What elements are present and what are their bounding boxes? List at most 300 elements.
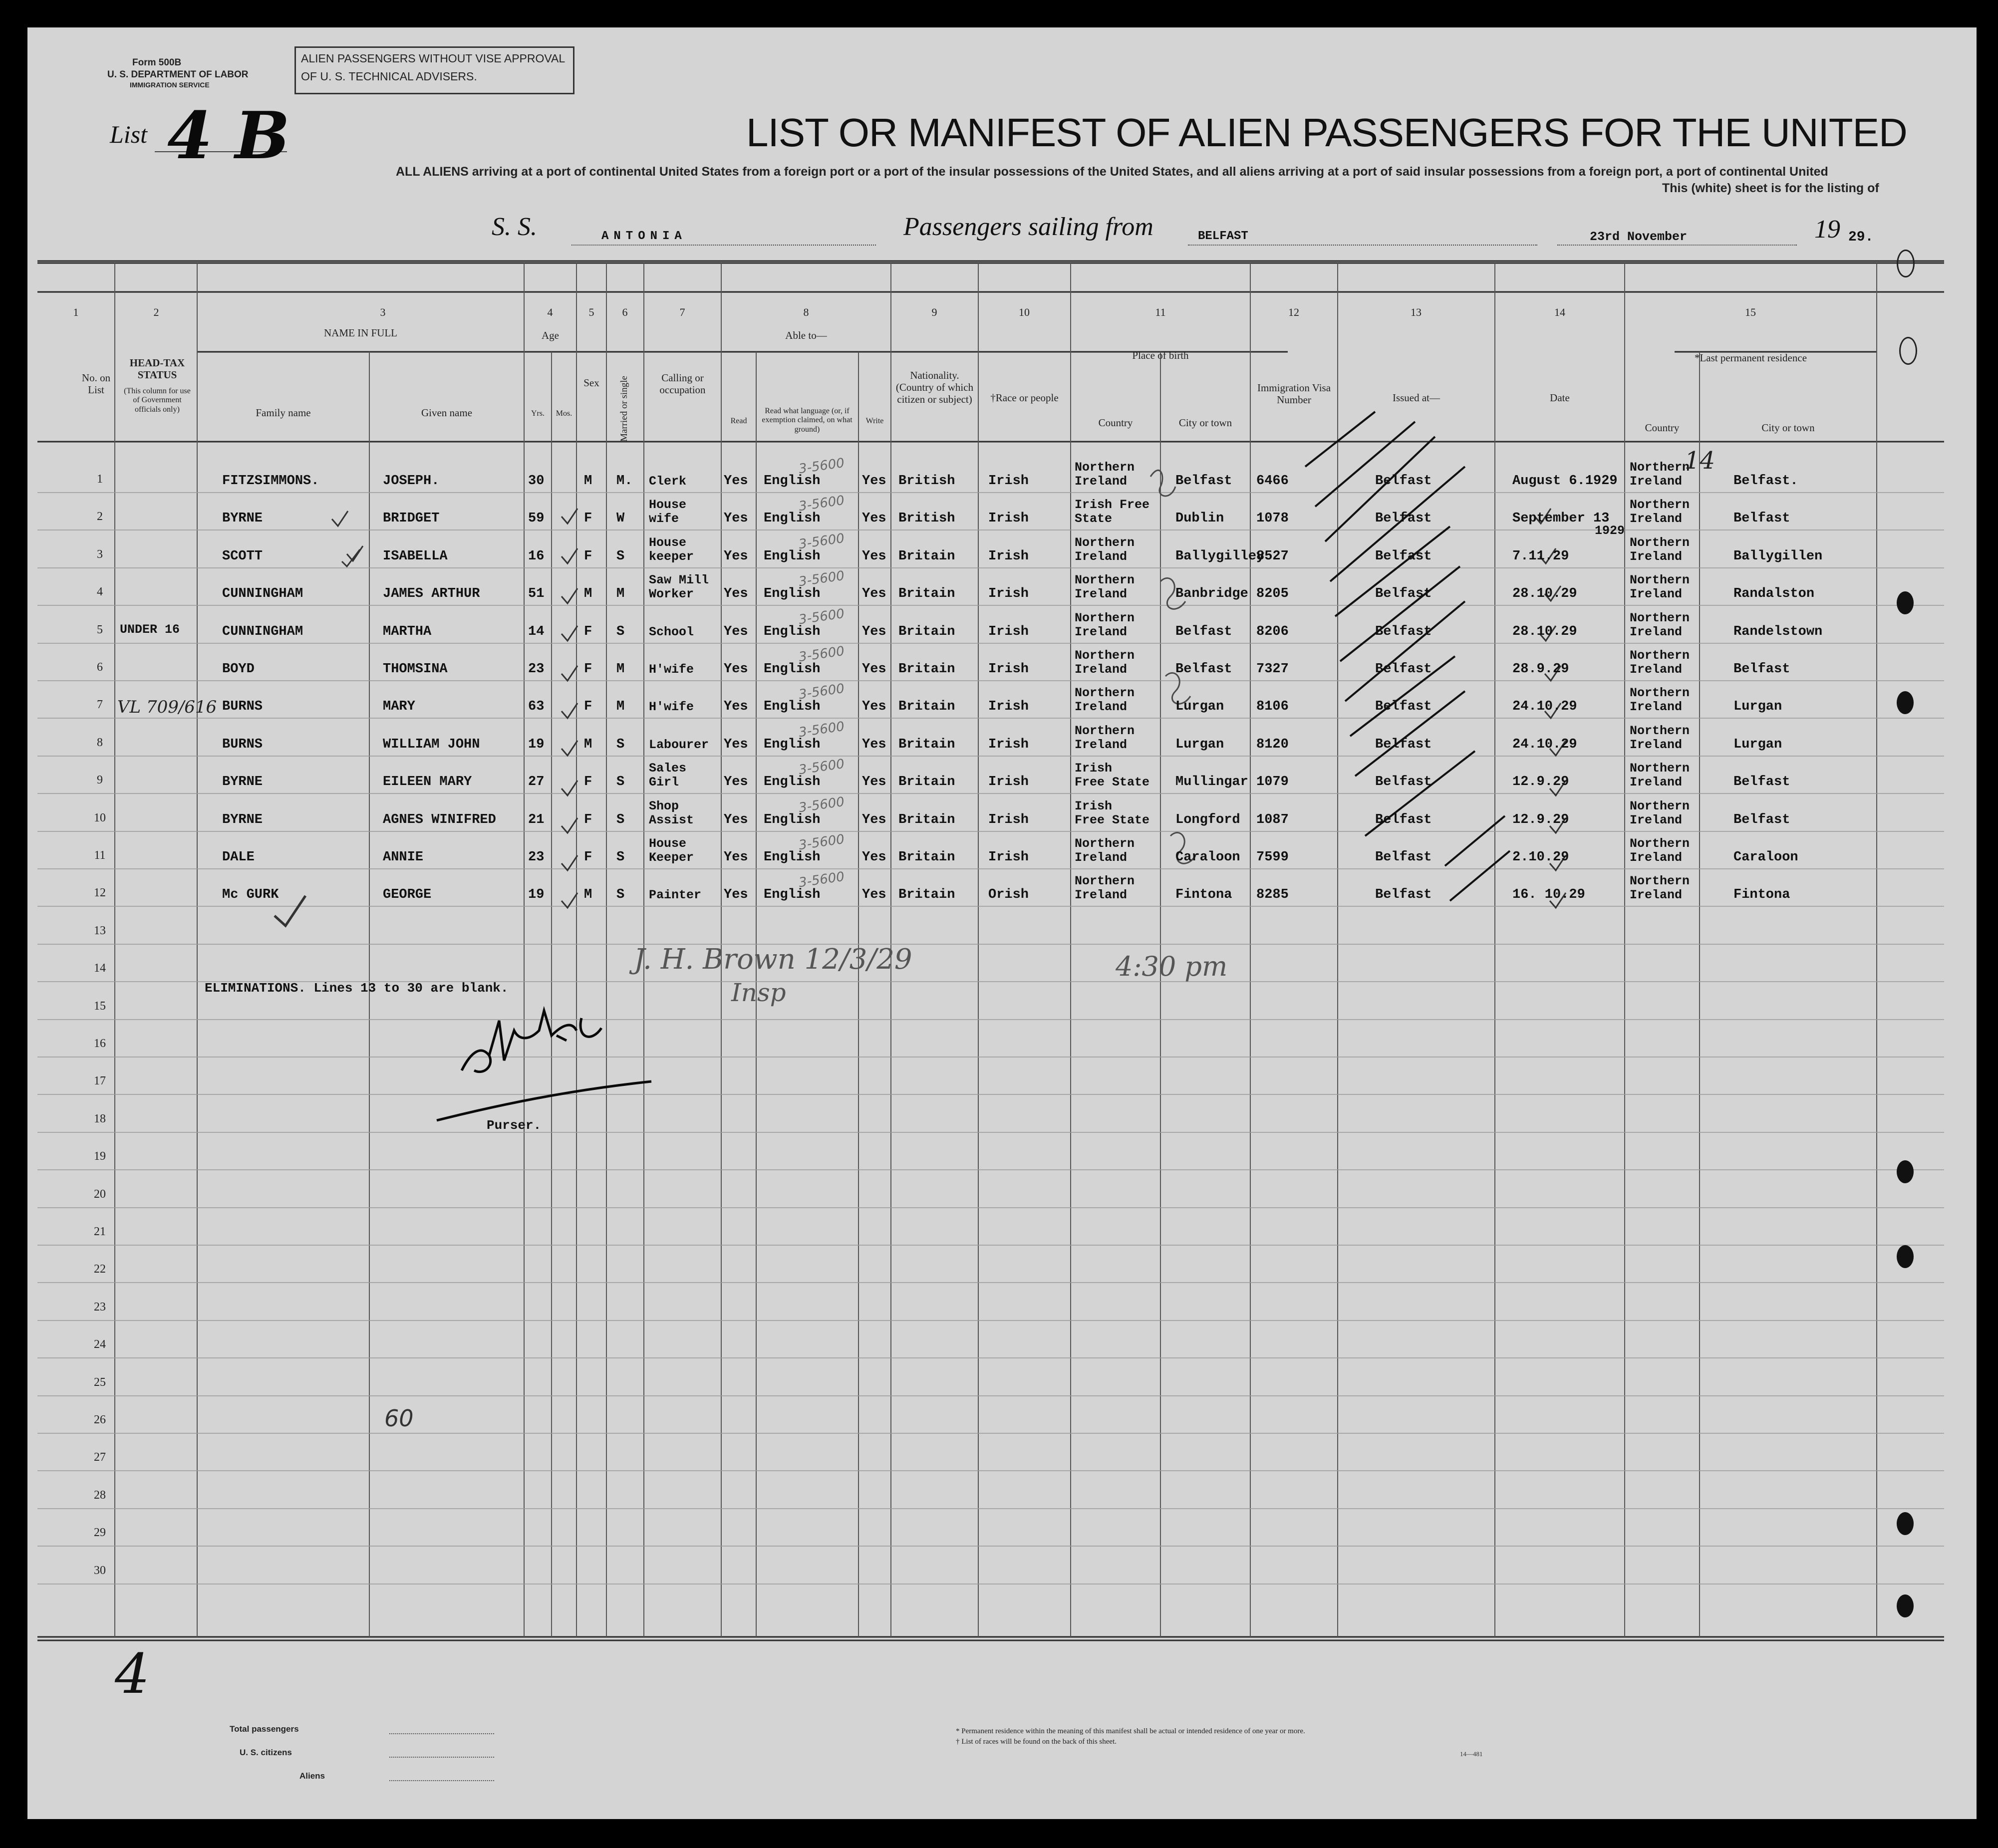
subtitle-line-2: This (white) sheet is for the listing of [1662, 181, 1879, 195]
handwritten-language-mark: 3-5600 [798, 794, 846, 816]
cell-family-name: BOYD [222, 662, 255, 677]
cell-occupation: House [649, 498, 687, 512]
cell-sex: F [584, 662, 592, 677]
cell-residence-country: Northern [1630, 836, 1690, 851]
cell-birth-town: Ballygilley [1175, 549, 1265, 564]
cell-issued-at: Belfast [1375, 699, 1432, 714]
handwritten-language-mark: 3-5600 [798, 530, 846, 552]
cell-residence-town: Randalston [1733, 586, 1815, 601]
cell-given-name: ISABELLA [383, 549, 448, 564]
column-number: 14 [1554, 306, 1565, 318]
sail-date: 23rd November [1590, 230, 1688, 244]
cell-issued-at: Belfast [1375, 887, 1432, 902]
row-number: 7 [97, 698, 103, 711]
cell-occupation: House [649, 535, 687, 550]
cell-residence-country: Ireland [1630, 850, 1683, 865]
header-head-tax-note: (This column for use of Government officials only) [124, 387, 191, 414]
cell-read: Yes [724, 662, 748, 677]
cell-occupation: House [649, 836, 687, 851]
cell-family-name: DALE [222, 850, 255, 865]
row-number: 6 [97, 661, 103, 674]
header-read-language: Read what language (or, if exemption claimed, on what ground) [762, 407, 853, 434]
cell-birth-country: Northern [1075, 836, 1135, 851]
header-visa-number: Immigration Visa Number [1257, 382, 1331, 406]
cell-birth-town: Caraloon [1175, 850, 1240, 865]
footer-citizens-blank [389, 1757, 494, 1758]
year-prefix: 19 [1814, 215, 1840, 244]
cell-race: Irish [988, 511, 1029, 526]
row-number: 16 [94, 1037, 106, 1050]
row-number: 28 [94, 1489, 106, 1502]
cell-residence-country: Ireland [1630, 775, 1683, 790]
cell-age: 23 [528, 662, 545, 677]
cell-visa-number: 8206 [1256, 624, 1289, 639]
cell-birth-country: Ireland [1075, 474, 1128, 489]
cell-issue-date: 12.9.29 [1512, 812, 1569, 827]
header-date: Date [1550, 392, 1570, 404]
handwritten-time: 4:30 pm [1116, 951, 1228, 982]
cell-race: Irish [988, 586, 1029, 601]
cell-residence-town: Belfast [1733, 775, 1790, 790]
header-nationality: Nationality. (Country of which citizen or subject) [895, 369, 974, 406]
binder-hole-outline [1899, 337, 1917, 365]
cell-birth-town: Fintona [1175, 887, 1232, 902]
cell-age: 19 [528, 887, 545, 902]
cell-given-name: WILLIAM JOHN [383, 737, 480, 752]
manifest-sheet [27, 27, 1977, 1819]
cell-age: 51 [528, 586, 545, 601]
footer-total-passengers: Total passengers [230, 1724, 299, 1734]
cell-issued-at: Belfast [1375, 737, 1432, 752]
cell-language: English [764, 887, 821, 902]
cell-issue-date: 16. 10.29 [1512, 887, 1585, 902]
cell-residence-country: Northern [1630, 686, 1690, 700]
cell-write: Yes [862, 887, 886, 902]
cell-marital-status: M [616, 586, 625, 601]
cell-sex: F [584, 624, 592, 639]
cell-occupation: H'wife [649, 662, 694, 677]
cell-family-name: CUNNINGHAM [222, 624, 303, 639]
cell-issue-date: 28.10.29 [1512, 624, 1577, 639]
cell-given-name: THOMSINA [383, 662, 448, 677]
cell-given-name: AGNES WINIFRED [383, 812, 496, 827]
handwritten-language-mark: 3-5600 [798, 455, 846, 477]
cell-residence-town: Fintona [1733, 887, 1790, 902]
cell-read: Yes [724, 775, 748, 790]
cell-given-name: JAMES ARTHUR [383, 586, 480, 601]
page-title: LIST OR MANIFEST OF ALIEN PASSENGERS FOR THE UNITED [746, 110, 1907, 155]
column-number: 12 [1288, 306, 1299, 318]
cell-nationality: Britain [898, 812, 955, 827]
binder-hole [1897, 1160, 1914, 1183]
cell-issue-date: 24.10.29 [1512, 699, 1577, 714]
cell-nationality: Britain [898, 699, 955, 714]
cell-nationality: Britain [898, 737, 955, 752]
cell-sex: M [584, 737, 592, 752]
binder-hole [1897, 1512, 1914, 1535]
cell-age: 19 [528, 737, 545, 752]
cell-residence-country: Ireland [1630, 813, 1683, 827]
header-issued-at: Issued at— [1392, 392, 1440, 404]
column-number: 5 [588, 306, 594, 318]
cell-race: Irish [988, 699, 1029, 714]
binder-hole [1897, 1594, 1914, 1617]
cell-birth-country: Irish [1075, 761, 1113, 776]
footnote-residence: * Permanent residence within the meaning of this manifest shall be actual or intended residence of one year or more. [956, 1727, 1305, 1735]
cell-head-tax: VL 709/616 [117, 697, 217, 717]
header-birth-country: Country [1098, 417, 1133, 429]
cell-read: Yes [724, 812, 748, 827]
cell-residence-country: Ireland [1630, 587, 1683, 601]
cell-age: 21 [528, 812, 545, 827]
cell-birth-country: Free State [1075, 775, 1150, 790]
cell-marital-status: S [616, 549, 625, 564]
row-number: 11 [94, 849, 106, 862]
row-number: 13 [94, 924, 106, 937]
cell-residence-town: Belfast [1733, 511, 1790, 526]
cell-occupation: Girl [649, 775, 679, 790]
cell-nationality: Britain [898, 586, 955, 601]
row-number: 22 [94, 1263, 106, 1276]
column-number: 15 [1745, 306, 1756, 318]
cell-sex: M [584, 474, 592, 489]
header-res-city: City or town [1761, 422, 1815, 434]
cell-birth-town: Belfast [1175, 662, 1232, 677]
cell-given-name: ANNIE [383, 850, 424, 865]
cell-marital-status: W [616, 511, 625, 526]
cell-birth-town: Banbridge [1175, 586, 1248, 601]
cell-occupation: Assist [649, 813, 694, 827]
cell-residence-town: Randelstown [1733, 624, 1823, 639]
cell-family-name: Mc GURK [222, 887, 279, 902]
cell-issued-at: Belfast [1375, 549, 1432, 564]
cell-residence-country: Northern [1630, 761, 1690, 776]
cell-issued-at: Belfast [1375, 812, 1432, 827]
header-mos: Mos. [556, 409, 572, 418]
handwritten-corner-digit: 4 [115, 1642, 150, 1706]
row-number: 26 [94, 1413, 106, 1426]
cell-sex: F [584, 511, 592, 526]
header-res-country: Country [1645, 422, 1680, 434]
cell-visa-number: 8285 [1256, 887, 1289, 902]
cell-language: English [764, 549, 821, 564]
cell-marital-status: M [616, 699, 625, 714]
cell-residence-town: Caraloon [1733, 850, 1798, 865]
cell-issue-date: 7.11.29 [1512, 549, 1569, 564]
header-race: †Race or people [990, 392, 1059, 404]
cell-residence-country: Northern [1630, 648, 1690, 663]
cell-read: Yes [724, 850, 748, 865]
row-number: 19 [94, 1150, 106, 1163]
column-number: 4 [547, 306, 553, 318]
cell-residence-town: Ballygillen [1733, 549, 1823, 564]
cell-marital-status: S [616, 775, 625, 790]
cell-residence-country: Ireland [1630, 549, 1683, 564]
cell-issue-date: 28.10.29 [1512, 586, 1577, 601]
cell-occupation: Labourer [649, 738, 709, 752]
cell-birth-country: Ireland [1075, 662, 1128, 677]
cell-sex: F [584, 775, 592, 790]
row-number: 2 [97, 510, 103, 523]
cell-marital-status: S [616, 624, 625, 639]
footer-aliens: Aliens [299, 1771, 325, 1781]
cell-occupation: Saw Mill [649, 573, 709, 587]
cell-issue-date: 24.10.29 [1512, 737, 1577, 752]
cell-marital-status: S [616, 850, 625, 865]
cell-language: English [764, 624, 821, 639]
cell-residence-country: Northern [1630, 611, 1690, 625]
cell-read: Yes [724, 737, 748, 752]
column-number: 10 [1019, 306, 1030, 318]
subtitle-line-1: ALL ALIENS arriving at a port of continental United States from a foreign port or a port of the insular possessions of the United States, and all aliens arriving at a port of said insular possessions from a foreign port, a port of continental United [396, 165, 1828, 179]
cell-family-name: BYRNE [222, 812, 263, 827]
handwritten-language-mark: 3-5600 [798, 493, 846, 515]
cell-write: Yes [862, 850, 886, 865]
cell-nationality: Britain [898, 662, 955, 677]
cell-read: Yes [724, 586, 748, 601]
cell-occupation: School [649, 625, 694, 639]
cell-issue-date: 28.9.29 [1512, 662, 1569, 677]
handwritten-language-mark: 3-5600 [798, 606, 846, 628]
header-place-of-birth: Place of birth [1132, 349, 1189, 361]
cell-given-name: BRIDGET [383, 511, 440, 526]
cell-occupation: keeper [649, 549, 694, 564]
handwritten-14: 14 [1685, 447, 1715, 475]
cell-given-name: MARY [383, 699, 415, 714]
cell-nationality: Britain [898, 850, 955, 865]
cell-write: Yes [862, 624, 886, 639]
header-name-in-full: NAME IN FULL [324, 327, 397, 339]
ss-label: S. S. [492, 213, 537, 241]
cell-birth-country: Ireland [1075, 850, 1128, 865]
ship-name: ANTONIA [601, 230, 687, 243]
cell-birth-country: Northern [1075, 874, 1135, 888]
row-number: 29 [94, 1526, 106, 1539]
cell-write: Yes [862, 775, 886, 790]
handwritten-inspector-note: J. H. Brown 12/3/29 [634, 943, 912, 976]
cell-race: Irish [988, 474, 1029, 489]
cell-visa-number: 7599 [1256, 850, 1289, 865]
cell-residence-town: Belfast [1733, 662, 1790, 677]
cell-residence-town: Lurgan [1733, 737, 1782, 752]
cell-family-name: BYRNE [222, 775, 263, 790]
department-label: U. S. DEPARTMENT OF LABOR [107, 69, 249, 80]
cell-language: English [764, 586, 821, 601]
cell-residence-country: Ireland [1630, 625, 1683, 639]
footer-aliens-blank [389, 1780, 494, 1781]
cell-sex: F [584, 699, 592, 714]
column-number: 11 [1155, 306, 1166, 318]
cell-birth-country: Irish Free [1075, 498, 1150, 512]
cell-visa-number: 7327 [1256, 662, 1289, 677]
cell-visa-number: 8205 [1256, 586, 1289, 601]
print-code: 14—481 [1460, 1750, 1483, 1758]
cell-nationality: Britain [898, 624, 955, 639]
cell-occupation: Clerk [649, 474, 687, 489]
header-calling: Calling or occupation [659, 372, 706, 396]
row-number: 1 [97, 473, 103, 486]
cell-residence-country: Ireland [1630, 474, 1683, 489]
cell-issue-date: 12.9.29 [1512, 775, 1569, 790]
cell-age: 16 [528, 549, 545, 564]
cell-residence-country: Northern [1630, 535, 1690, 550]
binder-hole-outline [1897, 250, 1915, 277]
cell-residence-country: Ireland [1630, 512, 1683, 526]
cell-birth-country: Northern [1075, 573, 1135, 587]
cell-write: Yes [862, 699, 886, 714]
purser-label: Purser. [487, 1118, 542, 1133]
cell-residence-town: Belfast [1733, 812, 1790, 827]
column-number: 6 [622, 306, 628, 318]
row-number: 25 [94, 1376, 106, 1389]
header-able-to: Able to— [785, 329, 827, 341]
cell-race: Irish [988, 850, 1029, 865]
cell-write: Yes [862, 586, 886, 601]
cell-birth-country: Ireland [1075, 587, 1128, 601]
cell-birth-country: Irish [1075, 799, 1113, 813]
cell-visa-number: 8106 [1256, 699, 1289, 714]
cell-issued-at: Belfast [1375, 850, 1432, 865]
cell-age: 30 [528, 474, 545, 489]
cell-visa-number: 1079 [1256, 775, 1289, 790]
cell-marital-status: M [616, 662, 625, 677]
cell-family-name: BURNS [222, 699, 263, 714]
cell-language: English [764, 662, 821, 677]
cell-birth-town: Lurgan [1175, 699, 1224, 714]
cell-language: English [764, 474, 821, 489]
cell-nationality: Britain [898, 775, 955, 790]
handwritten-language-mark: 3-5600 [798, 756, 846, 778]
row-number: 3 [97, 548, 103, 561]
cell-family-name: CUNNINGHAM [222, 586, 303, 601]
cell-nationality: Britain [898, 549, 955, 564]
table-grid [27, 27, 1977, 1819]
cell-occupation: Worker [649, 587, 694, 601]
cell-age: 23 [528, 850, 545, 865]
cell-birth-country: Ireland [1075, 700, 1128, 714]
cell-read: Yes [724, 699, 748, 714]
cell-race: Irish [988, 624, 1029, 639]
header-yrs: Yrs. [531, 409, 545, 418]
header-birth-city: City or town [1178, 417, 1232, 429]
cell-residence-country: Northern [1630, 724, 1690, 738]
header-last-residence: *Last permanent residence [1694, 352, 1807, 364]
cell-family-name: BYRNE [222, 511, 263, 526]
cell-race: Irish [988, 549, 1029, 564]
cell-age: 63 [528, 699, 545, 714]
cell-head-tax: UNDER 16 [120, 622, 180, 637]
column-number: 2 [153, 306, 159, 318]
service-label: IMMIGRATION SERVICE [130, 81, 210, 89]
cell-language: English [764, 737, 821, 752]
cell-birth-country: Ireland [1075, 738, 1128, 752]
cell-sex: F [584, 850, 592, 865]
cell-family-name: FITZSIMMONS. [222, 474, 319, 489]
row-number: 8 [97, 736, 103, 749]
cell-birth-town: Lurgan [1175, 737, 1224, 752]
cell-visa-number: 6466 [1256, 474, 1289, 489]
cell-birth-country: Ireland [1075, 625, 1128, 639]
header-age: Age [542, 329, 559, 341]
row-number: 14 [94, 962, 106, 975]
header-sex: Sex [583, 377, 599, 389]
cell-visa-number: 1087 [1256, 812, 1289, 827]
cell-birth-town: Belfast [1175, 624, 1232, 639]
cell-given-name: EILEEN MARY [383, 775, 472, 790]
cell-issued-at: Belfast [1375, 662, 1432, 677]
header-given-name: Given name [421, 407, 473, 419]
cell-age: 59 [528, 511, 545, 526]
footer-total-blank [389, 1733, 494, 1734]
cell-issue-date: September 13 [1512, 511, 1610, 526]
cell-write: Yes [862, 812, 886, 827]
list-number: 4 B [167, 97, 290, 174]
header-head-tax: HEAD-TAX STATUS [129, 357, 185, 381]
cell-occupation: Shop [649, 799, 679, 813]
handwritten-insp: Insp [731, 978, 786, 1007]
stamp-line-2: OF U. S. TECHNICAL ADVISERS. [301, 70, 477, 83]
cell-visa-number: 8120 [1256, 737, 1289, 752]
cell-read: Yes [724, 624, 748, 639]
cell-age: 27 [528, 775, 545, 790]
cell-residence-country: Ireland [1630, 888, 1683, 902]
cell-birth-country: Free State [1075, 813, 1150, 827]
cell-birth-town: Longford [1175, 812, 1240, 827]
cell-race: Irish [988, 775, 1029, 790]
cell-visa-number: 1078 [1256, 511, 1289, 526]
cell-residence-town: Lurgan [1733, 699, 1782, 714]
cell-issued-at: Belfast [1375, 775, 1432, 790]
header-read: Read [730, 417, 747, 425]
cell-issued-at: Belfast [1375, 474, 1432, 489]
header-write: Write [865, 417, 884, 425]
header-no-on-list: No. on List [81, 372, 111, 396]
footer-us-citizens: U. S. citizens [240, 1748, 292, 1757]
cell-occupation: Sales [649, 761, 687, 776]
footnote-races: † List of races will be found on the back of this sheet. [956, 1738, 1117, 1746]
sailing-label: Passengers sailing from [903, 213, 1153, 241]
cell-sex: F [584, 812, 592, 827]
cell-birth-town: Belfast [1175, 474, 1232, 489]
purser-signature [437, 1011, 651, 1120]
cell-nationality: British [898, 474, 955, 489]
cell-birth-country: Ireland [1075, 549, 1128, 564]
row-number: 10 [94, 811, 106, 824]
cell-given-name: MARTHA [383, 624, 432, 639]
cell-write: Yes [862, 549, 886, 564]
cell-read: Yes [724, 549, 748, 564]
row-number: 5 [97, 623, 103, 636]
cell-birth-country: Northern [1075, 611, 1135, 625]
cell-issue-date-year: 1929 [1595, 524, 1625, 538]
cell-language: English [764, 775, 821, 790]
cell-birth-country: State [1075, 512, 1113, 526]
cell-residence-town: Belfast. [1733, 474, 1798, 489]
cell-marital-status: M. [616, 474, 633, 489]
cell-residence-country: Northern [1630, 573, 1690, 587]
handwritten-language-mark: 3-5600 [798, 568, 846, 590]
cell-birth-country: Northern [1075, 648, 1135, 663]
row-number: 15 [94, 1000, 106, 1013]
row-number: 17 [94, 1074, 106, 1087]
cell-birth-country: Northern [1075, 686, 1135, 700]
cell-occupation: wife [649, 512, 679, 526]
row-number: 21 [94, 1225, 106, 1238]
year-suffix: 29. [1848, 230, 1874, 245]
cell-nationality: British [898, 511, 955, 526]
cell-birth-country: Northern [1075, 724, 1135, 738]
header-family-name: Family name [256, 407, 311, 419]
